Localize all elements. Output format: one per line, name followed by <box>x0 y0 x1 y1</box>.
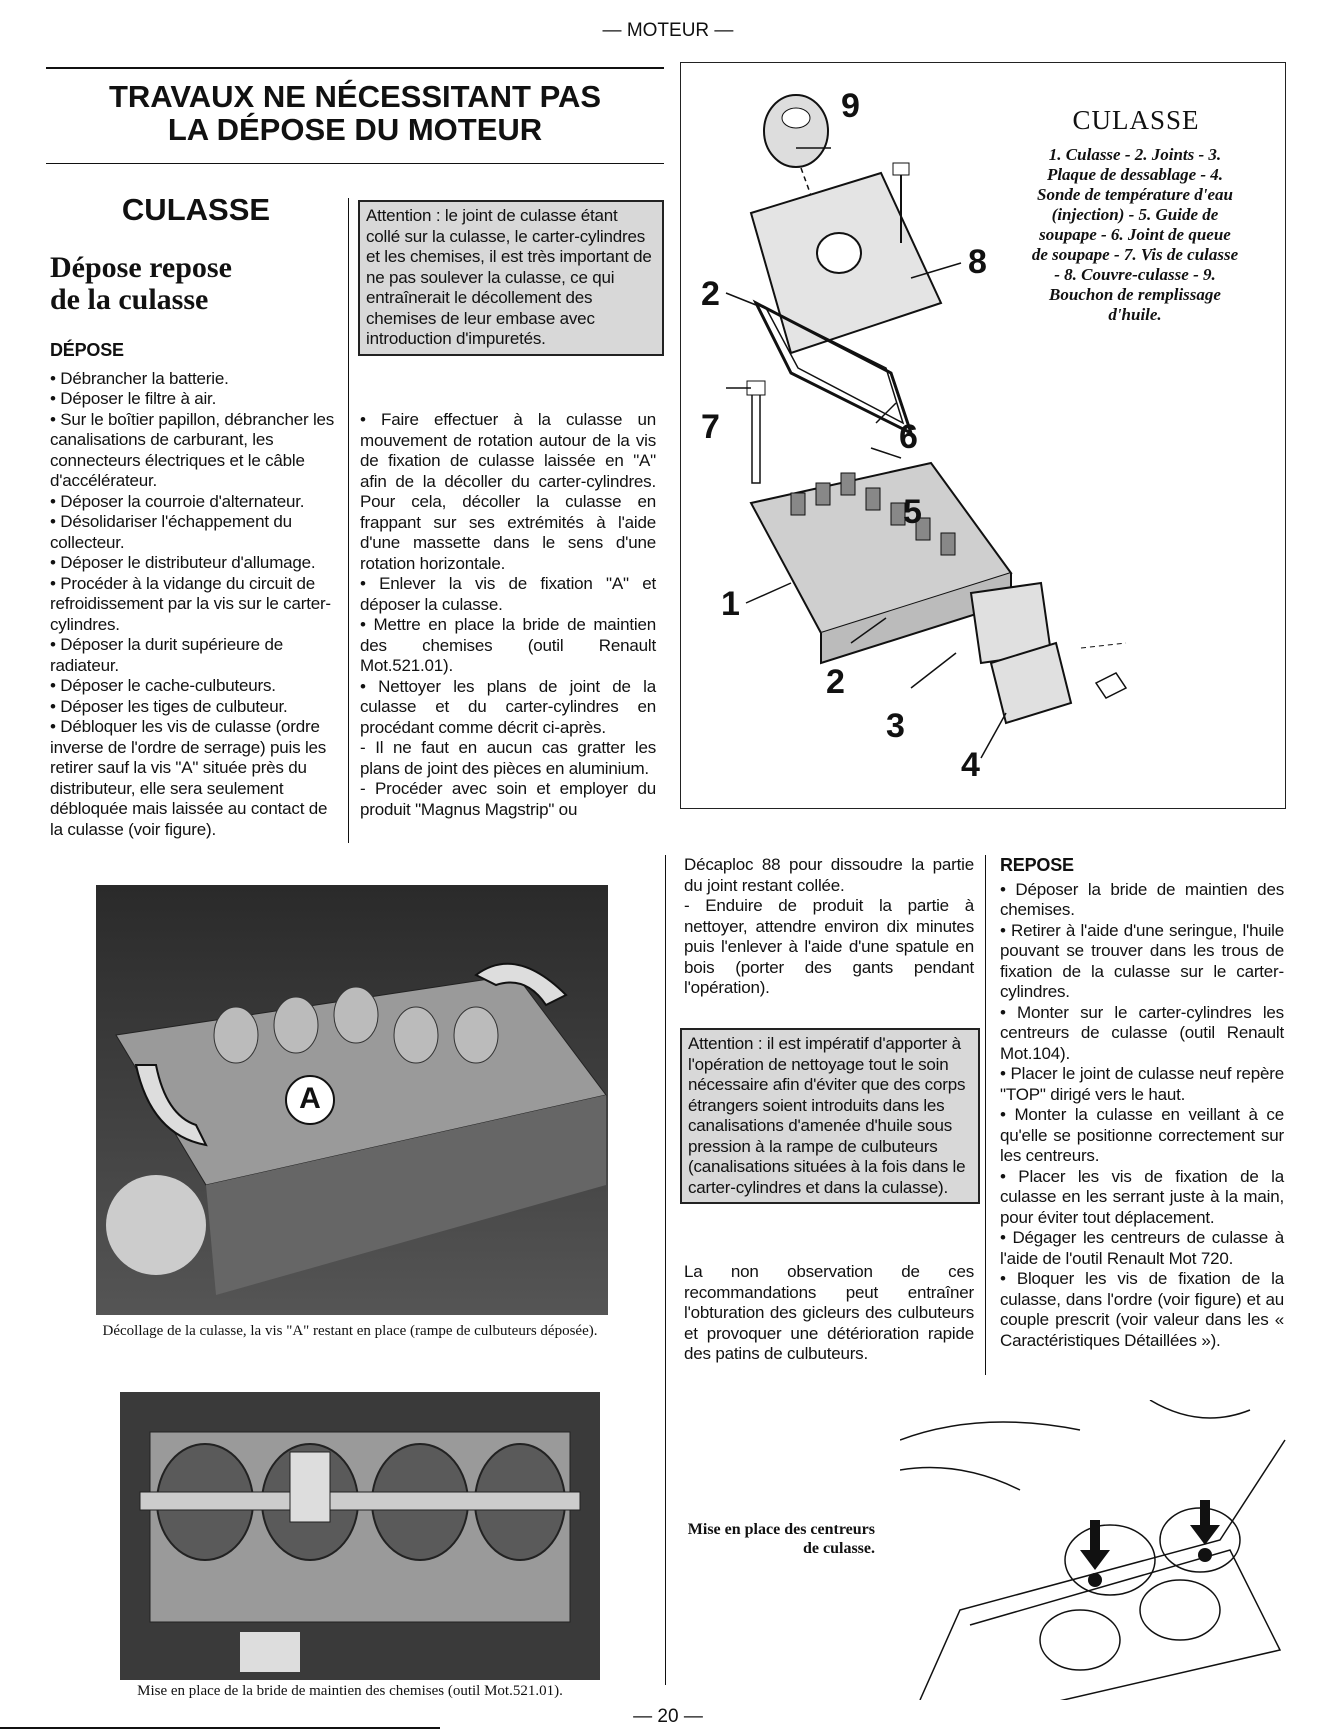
main-title <box>46 80 664 146</box>
callout-2: 2 <box>701 275 720 313</box>
attention-text: Attention : il est impératif d'apporter à l'opération de nettoyage tout le soin nécessaire afin d'éviter que des corps étrangers soient introduits dans les canalisations d'amenée d'huile sous pression à la rampe de culbuteurs (canalisations situées à la fois dans le carter-cylindres et dans la culasse). <box>688 1034 966 1197</box>
attention-box <box>680 1028 980 1204</box>
repose-item: • Placer le joint de culasse neuf repère "TOP" dirigé vers le haut. <box>1000 1064 1284 1104</box>
callout-4: 4 <box>961 746 980 784</box>
depose-item: • Désolidariser l'échappement du collecteur. <box>50 512 292 552</box>
callout-7: 7 <box>701 408 720 446</box>
depose-item: • Déposer le distributeur d'allumage. <box>50 553 316 572</box>
repose-heading: REPOSE <box>1000 855 1074 875</box>
subsection-title-line-1: Dépose repose <box>50 251 232 284</box>
divider <box>46 67 664 69</box>
subsection-title-line-2: de la culasse <box>50 283 209 316</box>
depose-item: • Déposer la courroie d'alternateur. <box>50 491 305 511</box>
repose-item: • Bloquer les vis de fixation de la culasse, dans l'ordre (voir figure) et au couple prescrit (voir valeur dans les « Caractéristiques Détaillées »). <box>1000 1269 1284 1350</box>
callout-3: 3 <box>886 707 905 745</box>
callout-6: 6 <box>899 418 918 456</box>
depose-item: • Déposer la durit supérieure de radiateur. <box>50 635 283 675</box>
photo-label-a: A <box>299 1082 321 1115</box>
repose-item: • Monter sur le carter-cylindres les centreurs de culasse (outil Renault Mot.104). <box>1000 1002 1284 1063</box>
paragraph: - Il ne faut en aucun cas gratter les plans de joint des pièces en aluminium. <box>360 738 656 778</box>
column-divider <box>348 198 349 843</box>
column-3 <box>684 855 974 999</box>
photo-illustration <box>120 1392 600 1680</box>
repose-item: • Dégager les centreurs de culasse à l'aide de l'outil Renault Mot 720. <box>1000 1228 1284 1268</box>
repose-item: • Placer les vis de fixation de la culasse en les serrant juste à la main, pour éviter tout déplacement. <box>1000 1166 1284 1227</box>
attention-box <box>358 200 664 356</box>
depose-item: • Débloquer les vis de culasse (ordre inverse de l'ordre de serrage) puis les retirer sauf la vis "A" située près du distributeur, elle sera seulement débloquée mais laissée au contact de la culasse (voir figure). <box>50 717 328 839</box>
paragraph: - Enduire de produit la partie à nettoyer, attendre environ dix minutes puis l'enlever à l'aide d'une spatule en bois (porter des gants pendant l'opération). <box>684 896 974 997</box>
main-title-line-2: LA DÉPOSE DU MOTEUR <box>167 112 543 147</box>
depose-item: • Déposer le filtre à air. <box>50 389 217 408</box>
repose-item: • Déposer la bride de maintien des chemises. <box>1000 879 1284 919</box>
page-header: — MOTEUR — <box>602 20 734 41</box>
depose-column <box>50 340 336 840</box>
column-3-note: La non observation de ces recommandations peut entraîner l'obturation des gicleurs des culbuteurs et provoquer une détérioration rapide des patins de culbuteurs. <box>684 1262 974 1363</box>
depose-item: • Procéder à la vidange du circuit de refroidissement par la vis sur le carter-cylindres. <box>50 573 331 634</box>
section-title: CULASSE <box>121 192 271 227</box>
callout-8: 8 <box>968 243 987 281</box>
depose-item: • Déposer les tiges de culbuteur. <box>50 696 288 716</box>
exploded-diagram <box>680 62 1286 809</box>
callout-5: 5 <box>903 493 922 531</box>
paragraph: • Faire effectuer à la culasse un mouvement de rotation autour de la vis de fixation de culasse laissée en "A" afin de la décoller du carter-cylindres. Pour cela, décoller la culasse en frappant sur ses extrémités à l'aide d'une massette dans le sens d'une rotation horizontale. <box>360 410 656 573</box>
column-2 <box>360 410 656 820</box>
subsection-title <box>50 252 232 316</box>
repose-item: • Monter la culasse en veillant à ce qu'elle se positionne correctement sur les centreurs. <box>1000 1105 1284 1165</box>
photo1-caption: Décollage de la culasse, la vis "A" restant en place (rampe de culbuteurs déposée). <box>102 1323 598 1339</box>
paragraph: - Procéder avec soin et employer du produit "Magnus Magstrip" ou <box>360 779 656 819</box>
repose-column <box>1000 855 1284 1351</box>
repose-item: • Retirer à l'aide d'une seringue, l'huile pouvant se trouver dans les trous de fixation de la culasse sur le carter-cylindres. <box>1000 920 1284 1001</box>
diagram-legend: 1. Culasse - 2. Joints - 3. Plaque de dessablage - 4. Sonde de température d'eau (injection) - 5. Guide de soupape - 6. Joint de queue de soupape - 7. Vis de culasse - 8. Couvre-culasse - 9. Bouchon de remplissage d'huile. <box>1031 145 1239 324</box>
depose-item: • Déposer le cache-culbuteurs. <box>50 676 276 695</box>
photo-illustration <box>96 885 608 1315</box>
photo3-caption: Mise en place des centreurs de culasse. <box>687 1521 875 1557</box>
column-divider <box>665 855 666 1685</box>
callout-9: 9 <box>841 87 860 125</box>
callout-1: 1 <box>721 585 740 623</box>
page-number: — 20 — <box>633 1706 703 1727</box>
photo-cylinder-head <box>96 885 608 1315</box>
attention-text: Attention : le joint de culasse étant collé sur la culasse, le carter-cylindres et les chemises, il est très important de ne pas soulever la culasse, ce qui entraînerait le décollement des chemises de leur embase avec introduction d'impuretés. <box>366 206 652 348</box>
main-title-line-1: TRAVAUX NE NÉCESSITANT PAS <box>108 79 602 114</box>
paragraph: • Enlever la vis de fixation "A" et déposer la culasse. <box>360 574 656 614</box>
photo2-caption: Mise en place de la bride de maintien des chemises (outil Mot.521.01). <box>137 1683 563 1699</box>
photo-liner-clamp <box>120 1392 600 1680</box>
depose-heading: DÉPOSE <box>50 340 124 360</box>
drawing-illustration <box>900 1400 1290 1700</box>
paragraph: Décaploc 88 pour dissoudre la partie du joint restant collée. <box>684 855 974 895</box>
centering-drawing <box>900 1400 1290 1700</box>
diagram-title: CULASSE <box>1072 105 1200 135</box>
divider <box>46 163 664 164</box>
paragraph: • Nettoyer les plans de joint de la culasse et du carter-cylindres en procédant comme décrit ci-après. <box>360 676 656 737</box>
depose-item: • Sur le boîtier papillon, débrancher les canalisations de carburant, les connecteurs électriques et le câble d'accélérateur. <box>50 409 335 490</box>
callout-2b: 2 <box>826 663 845 701</box>
paragraph: • Mettre en place la bride de maintien des chemises (outil Renault Mot.521.01). <box>360 615 656 675</box>
depose-item: • Débrancher la batterie. <box>50 368 229 388</box>
column-divider <box>985 855 986 1375</box>
